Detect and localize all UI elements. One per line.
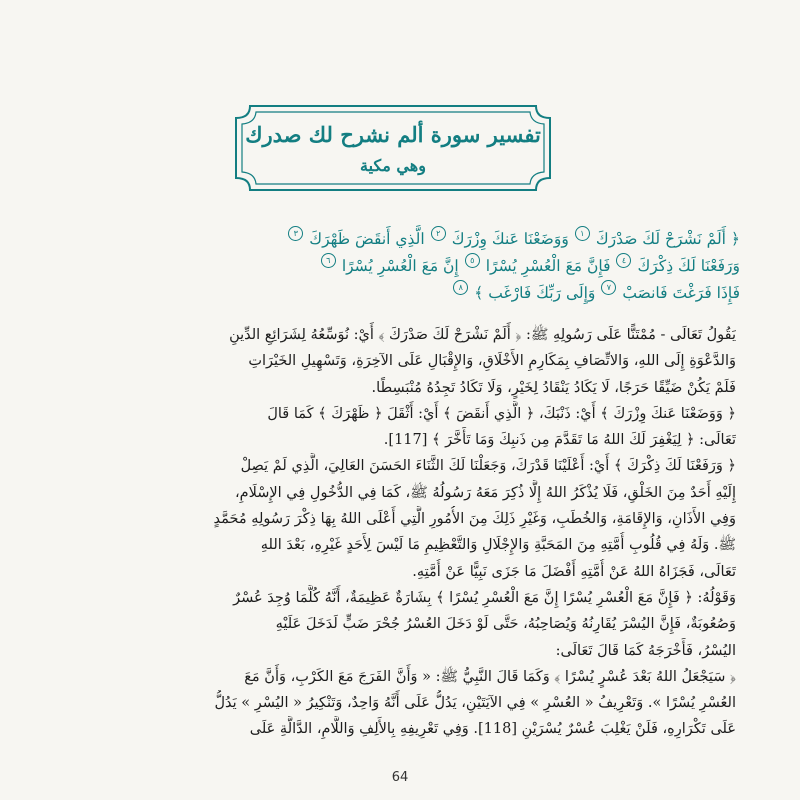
text-line: وَصُعُوبَةٌ، فَإِنَّ اليُسْرَ يُقَارِنُهُ وَيُصَاحِبُهُ، حَتَّى لَوْ دَخَلَ العُسْرُ جُحْرَ ضَبٍّ لَدَخَلَ عَلَيْهِ: [275, 616, 736, 633]
text-line: ﴿ وَرَفَعْنَا لَكَ ذِكْرَكَ ﴾ أَيْ: أَعْلَيْنَا قَدْرَكَ، وَجَعَلْنَا لَكَ الثَّنَاءَ الحَسَنَ العَالِيَ، الَّذِي لَمْ يَصِلْ: [240, 458, 736, 475]
text-line: ﴿ سَيَجْعَلُ اللهُ بَعْدَ عُسْرٍ يُسْرًا ﴾ وَكَمَا قَالَ النَّبِيُّ ﷺ: « وَأَنَّ الفَرَجَ مَعَ الكَرْبِ، وَأَنَّ مَعَ: [244, 668, 736, 685]
verse-text: فَإِنَّ مَعَ الْعُسْرِ يُسْرًا: [485, 257, 611, 275]
verse-number-marker: ٧: [601, 280, 616, 295]
verse-number-marker: ٢: [431, 226, 446, 241]
verse-line: [180, 253, 740, 280]
verse-line: [180, 280, 740, 307]
verse-text: الَّذِي أَنقَضَ ظَهْرَكَ: [309, 230, 425, 248]
page-number: 64: [391, 770, 409, 785]
text-line: يَقُولُ تَعَالَى - مُمْتَنًّا عَلَى رَسُولِهِ ﷺ: ﴿ أَلَمْ نَشْرَحْ لَكَ صَدْرَكَ ﴾ أَيْ: نُوَسِّعُهُ لِشَرَائِعِ الدِّينِ: [229, 327, 736, 343]
tafsir-text: [68, 322, 736, 743]
text-line: عَلَى تَكْرَارِهِ، فَلَنْ يَغْلِبَ عُسْرٌ يُسْرَيْنِ [118]. وَفِي تَعْرِيفِهِ بِالأَلِفِ وَاللَّامِ، الدَّالَّةِ عَلَى: [249, 721, 736, 738]
text-line: وَقَوْلُهُ: ﴿ فَإِنَّ مَعَ الْعُسْرِ يُسْرًا إِنَّ مَعَ الْعُسْرِ يُسْرًا ﴾ بِشَارَةٌ عَظِيمَةٌ، أَنَّهُ كُلَّمَا وُجِدَ عُسْرٌ: [233, 589, 736, 606]
text-line: فَلَمْ يَكُنْ ضَيِّقًا حَرَجًا، لَا يَكَادُ يَنْقَادُ لِخَيْرٍ، وَلَا تَكَادُ تَجِدُهُ مُنْبَسِطًا.: [371, 379, 736, 396]
cartouche-frame: [228, 98, 558, 198]
surah-title: تفسير سورة ألم نشرح لك صدرك: [245, 122, 541, 147]
verse-text: إِنَّ مَعَ الْعُسْرِ يُسْرًا: [341, 257, 459, 275]
text-line: وَفِي الأَذَانِ، وَالإِقَامَةِ، وَالخُطَبِ، وَغَيْرِ ذَلِكَ مِنَ الأُمُورِ الَّتِي أَعْلَى اللهُ بِهَا ذِكْرَ رَسُولِهِ مُحَمَّدٍ: [213, 511, 736, 528]
text-line: إِلَيْهِ أَحَدٌ مِنَ الخَلْقِ، فَلَا يُذْكَرُ اللهُ إِلَّا ذُكِرَ مَعَهُ رَسُولُهُ ﷺ، كَمَا فِي الدُّخُولِ فِي الإِسْلَامِ،: [234, 484, 736, 501]
verse-number-marker: ٨: [453, 280, 468, 295]
verse-number-marker: ٦: [321, 253, 336, 268]
verse-text: فَإِذَا فَرَغْتَ فَانصَبْ: [622, 284, 740, 302]
verse-number-marker: ٥: [465, 253, 480, 268]
verse-text: وَإِلَى رَبِّكَ فَارْغَب ﴾: [474, 284, 596, 302]
verse-text: وَرَفَعْنَا لَكَ ذِكْرَكَ: [637, 257, 740, 275]
verse-line: [180, 226, 740, 253]
text-line: وَالدَّعْوَةِ إِلَى اللهِ، وَالاتِّصَافِ بِمَكَارِمِ الأَخْلَاقِ، وَالإِقْبَالِ عَلَى الآخِرَةِ، وَتَسْهِيلِ الخَيْرَاتِ: [248, 353, 736, 370]
text-line: ﴿ وَوَضَعْنَا عَنكَ وِزْرَكَ ﴾ أَيْ: ذَنْبَكَ، ﴿ الَّذِي أَنقَضَ ﴾ أَيْ: أَثْقَلَ ﴿ ظَهْرَكَ ﴾ كَمَا قَالَ: [267, 405, 736, 422]
verse-number-marker: ١: [575, 226, 590, 241]
text-line: تَعَالَى، فَجَزَاهُ اللهُ عَنْ أُمَّتِهِ أَفْضَلَ مَا جَزَى نَبِيًّا عَنْ أُمَّتِهِ.: [412, 563, 736, 580]
title-cartouche: [228, 98, 558, 198]
quran-verses: [180, 226, 740, 307]
text-line: تَعَالَى: ﴿ لِيَغْفِرَ لَكَ اللهُ مَا تَقَدَّمَ مِن ذَنبِكَ وَمَا تَأَخَّرَ ﴾ [117].: [383, 432, 736, 449]
verse-number-marker: ٤: [616, 253, 631, 268]
text-line: اليُسْرُ، فَأَخْرَجَهُ كَمَا قَالَ تَعَالَى:: [555, 642, 736, 659]
surah-subtitle: وهي مكية: [360, 156, 426, 175]
verse-text: وَوَضَعْنَا عَنكَ وِزْرَكَ: [451, 230, 569, 248]
verse-number-marker: ٣: [288, 226, 303, 241]
verse-text: ﴿ أَلَمْ نَشْرَحْ لَكَ صَدْرَكَ: [595, 230, 740, 248]
text-line: ﷺ. وَلَهُ فِي قُلُوبِ أُمَّتِهِ مِنَ المَحَبَّةِ وَالإِجْلَالِ وَالتَّعْظِيمِ مَا لَيْسَ لِأَحَدٍ غَيْرِهِ، بَعْدَ اللهِ: [260, 537, 736, 554]
text-line: العُسْرِ يُسْرًا ». وَتَعْرِيفُ « العُسْرِ » فِي الآيَتَيْنِ، يَدُلُّ عَلَى أَنَّهُ وَاحِدٌ، وَتَنْكِيرُ « اليُسْرِ » يَدُلُّ: [214, 695, 736, 712]
